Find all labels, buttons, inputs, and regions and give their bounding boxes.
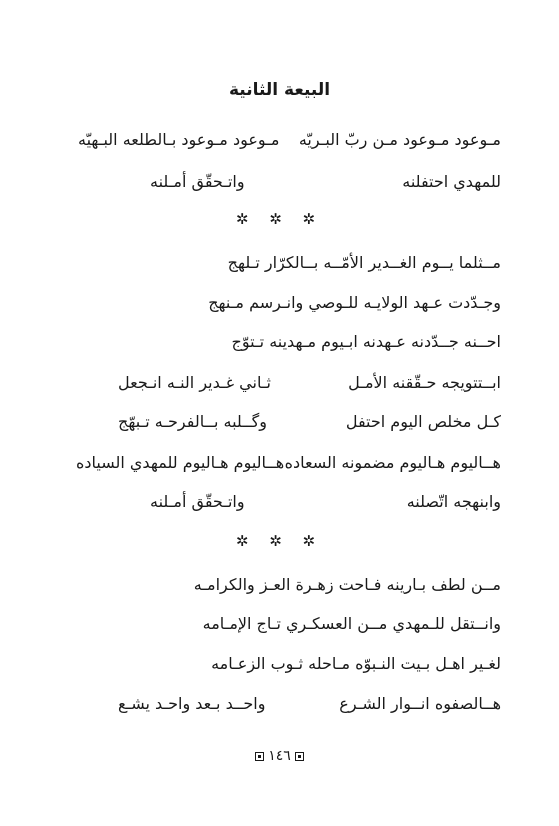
verse-right: مـوعود مـوعود مـن ربّ البـريّه bbox=[298, 130, 501, 149]
verse-left: ثـاني غـدير النـه انـجعل bbox=[118, 373, 271, 392]
ornament-box-icon bbox=[255, 752, 264, 761]
stanza-separator: ✲ ✲ ✲ bbox=[235, 532, 324, 550]
ornament-box-icon bbox=[295, 752, 304, 761]
page-number-text: ١٤٦ bbox=[268, 748, 291, 764]
verse-right: وابنهجه اتّصلنه bbox=[406, 492, 501, 511]
verse-left: وگــلبه بــالفرحـه تـبهّج bbox=[118, 412, 267, 431]
verse-left: واحــد بـعد واحـد يشـع bbox=[118, 694, 266, 713]
verse-right: ابــتتويجه حـقّقنه الأمـل bbox=[348, 373, 501, 392]
verse-full: احــنه جــدّدنه عـهدنه ابـيوم مـهدينه تـتوّج bbox=[231, 332, 501, 351]
verse-left: واتـحقّق أمـلنه bbox=[150, 492, 245, 511]
verse-left: واتـحقّق أمـلنه bbox=[150, 172, 245, 191]
page-title: البيعة الثانية bbox=[228, 80, 331, 100]
verse-full: مــثلما يــوم الغــدير الأمّــه بــالكرّار تـلهج bbox=[227, 253, 501, 272]
verse-left: هــاليوم هـاليوم للمهدي السياده bbox=[76, 453, 285, 472]
verse-right: هــالصفوه انــوار الشـرع bbox=[339, 694, 501, 713]
verse-right: كـل مخلص اليوم احتفل bbox=[345, 412, 501, 431]
verse-right: للمهدي احتفلنه bbox=[402, 172, 501, 191]
verse-full: وانــتقل للـمهدي مــن العسكـري تـاج الإمـامه bbox=[202, 614, 501, 633]
verse-full: مــن لطف بـارينه فـاحت زهـرة العـز والكرامـه bbox=[193, 575, 501, 594]
verse-full: لغـير اهـل بـيت النـبوّه مـاحله ثـوب الزعـامه bbox=[211, 654, 501, 673]
page-number bbox=[0, 748, 559, 764]
verse-left: مـوعود مـوعود بـالطلعه البـهيّه bbox=[78, 130, 280, 149]
verse-right: هــاليوم هـاليوم مضمونه السعاده bbox=[284, 453, 501, 472]
stanza-separator: ✲ ✲ ✲ bbox=[235, 210, 324, 228]
verse-full: وجـدّدت عـهد الولايـه للـوصي وانـرسم مـنهج bbox=[208, 293, 501, 312]
